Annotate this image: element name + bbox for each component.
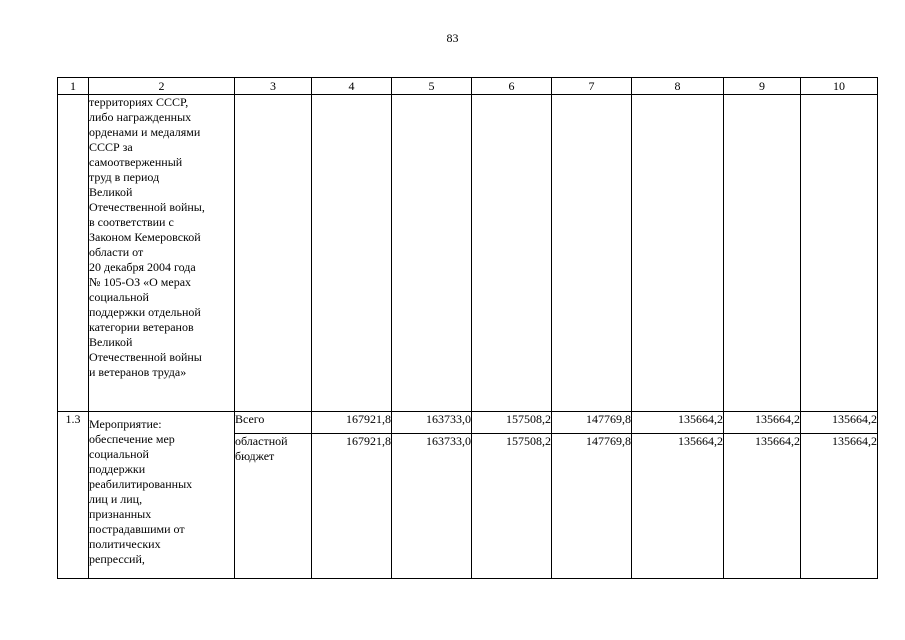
description-line: самоотверженный — [89, 155, 183, 169]
value-cell: 167921,8 — [312, 434, 392, 579]
empty-cell — [312, 95, 392, 412]
value-cell: 135664,2 — [632, 412, 724, 434]
funding-source-line: областной — [235, 434, 288, 448]
column-number: 1 — [58, 78, 89, 95]
description-line: Законом Кемеровской — [89, 230, 201, 244]
description-line: обеспечение мер — [89, 432, 175, 446]
empty-cell — [235, 95, 312, 412]
empty-cell — [472, 95, 552, 412]
column-number: 3 — [235, 78, 312, 95]
funding-source — [235, 412, 312, 434]
description-line: Отечественной войны — [89, 350, 202, 364]
description-line: признанных — [89, 507, 152, 521]
page-number: 83 — [446, 31, 459, 45]
description-line: Отечественной войны, — [89, 200, 205, 214]
value-cell: 135664,2 — [724, 412, 801, 434]
description-line: Великой — [89, 185, 133, 199]
column-number: 6 — [472, 78, 552, 95]
description-line: лиц и лиц, — [89, 492, 143, 506]
description-line: поддержки отдельной — [89, 305, 201, 319]
value-cell: 135664,2 — [724, 434, 801, 579]
description-line: области от — [89, 245, 144, 259]
empty-cell — [392, 95, 472, 412]
funding-source-line: Всего — [235, 412, 265, 426]
value-cell: 135664,2 — [801, 412, 878, 434]
column-number: 5 — [392, 78, 472, 95]
value-cell: 157508,2 — [472, 412, 552, 434]
description-line: СССР за — [89, 140, 133, 154]
column-number: 9 — [724, 78, 801, 95]
funding-source — [235, 434, 312, 579]
empty-cell — [801, 95, 878, 412]
empty-cell — [724, 95, 801, 412]
total-row — [58, 412, 878, 434]
row-code-cell — [58, 95, 89, 412]
column-number: 4 — [312, 78, 392, 95]
value-cell: 135664,2 — [801, 434, 878, 579]
description-line: и ветеранов труда» — [89, 365, 187, 379]
value-cell: 163733,0 — [392, 434, 472, 579]
description-line: категории ветеранов — [89, 320, 194, 334]
description-line: пострадавшими от — [89, 522, 185, 536]
description-line: репрессий, — [89, 552, 145, 566]
budget-table — [57, 77, 878, 579]
column-number: 8 — [632, 78, 724, 95]
value-cell: 163733,0 — [392, 412, 472, 434]
description-line: труд в период — [89, 170, 160, 184]
measure-description — [89, 412, 235, 579]
value-cell: 167921,8 — [312, 412, 392, 434]
continuation-row — [58, 95, 878, 412]
value-cell: 157508,2 — [472, 434, 552, 579]
description-line: 20 декабря 2004 года — [89, 260, 196, 274]
description-line: в соответствии с — [89, 215, 174, 229]
description-line: Великой — [89, 335, 133, 349]
value-cell: 147769,8 — [552, 412, 632, 434]
continuation-description — [89, 95, 235, 412]
empty-cell — [552, 95, 632, 412]
description-line: реабилитированных — [89, 477, 193, 491]
value-cell: 147769,8 — [552, 434, 632, 579]
column-number: 10 — [801, 78, 878, 95]
value-cell: 135664,2 — [632, 434, 724, 579]
description-line: Мероприятие: — [89, 417, 162, 431]
empty-cell — [632, 95, 724, 412]
description-line: либо награжденных — [89, 110, 192, 124]
description-line: социальной — [89, 290, 149, 304]
funding-source-line: бюджет — [235, 449, 275, 463]
column-number: 2 — [89, 78, 235, 95]
description-line: поддержки — [89, 462, 146, 476]
description-line: территориях СССР, — [89, 95, 189, 109]
description-line: № 105-ОЗ «О мерах — [89, 275, 192, 289]
column-number: 7 — [552, 78, 632, 95]
description-line: орденами и медалями — [89, 125, 201, 139]
column-number-row — [58, 78, 878, 95]
description-line: социальной — [89, 447, 149, 461]
description-line: политических — [89, 537, 161, 551]
measure-code: 1.3 — [58, 412, 89, 579]
